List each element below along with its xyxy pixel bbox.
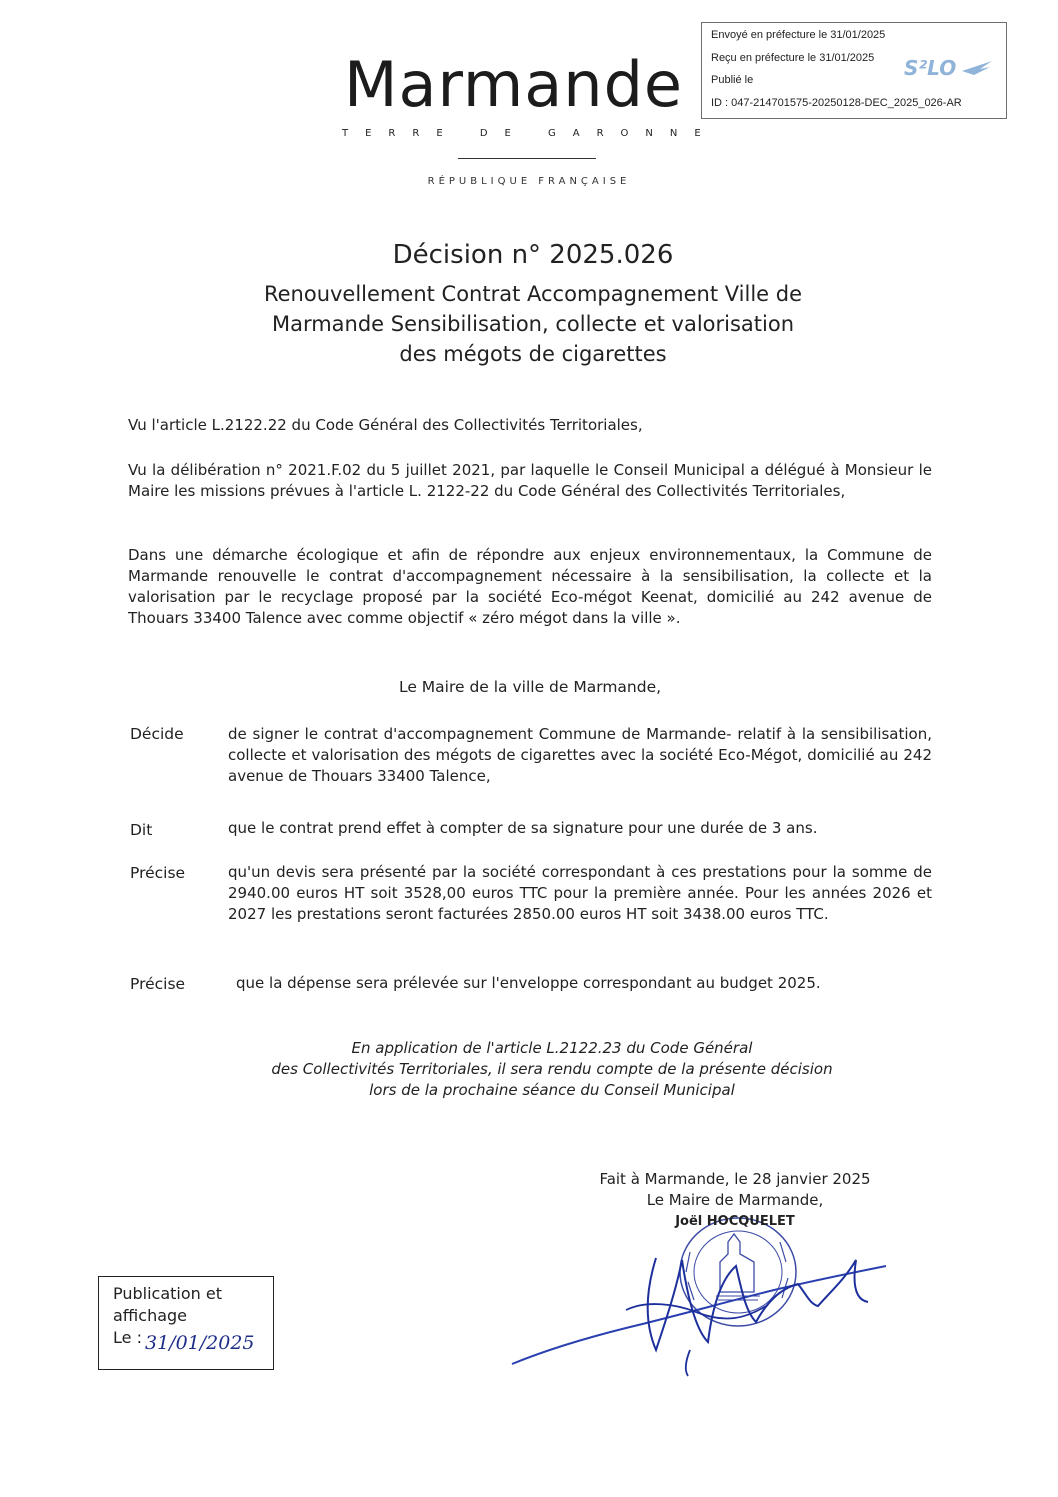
clause-label-precise-1: Précise — [130, 864, 186, 882]
republic-label: RÉPUBLIQUE FRANÇAISE — [427, 176, 631, 187]
svg-text:S²LO: S²LO — [904, 56, 957, 80]
clause-label-dit: Dit — [130, 821, 153, 839]
publication-label: Publication et — [113, 1284, 223, 1303]
decision-subtitle — [130, 279, 936, 369]
s2lo-logo-icon — [904, 53, 996, 83]
clause-label-decide: Décide — [130, 725, 184, 743]
subtitle-line: Renouvellement Contrat Accompagnement Ville de — [263, 282, 803, 306]
consideration-context: Dans une démarche écologique et afin de répondre aux enjeux environnementaux, la Commune de Marmande renouvelle le contrat d'accompagnement nécessaire à la sensibilisation, la collecte et la valorisation par le recyclage proposé par la société Eco-mégot Keenat, domicilié au 242 avenue de Thouars 33400 Talence avec comme objectif « zéro mégot dans la ville ». — [128, 546, 932, 627]
logo-tagline: TERRE DE GARONNE — [342, 128, 718, 139]
marmande-logo — [342, 40, 707, 120]
publication-date-label: Le : — [113, 1328, 142, 1347]
publication-handwritten-date — [143, 1327, 263, 1357]
note-line: En application de l'article L.2122.23 du Code Général — [351, 1039, 753, 1057]
signature-block — [540, 1169, 930, 1232]
stamp-sent: Envoyé en préfecture le 31/01/2025 — [711, 29, 886, 41]
header-divider — [458, 158, 596, 159]
signature-place-date: Fait à Marmande, le 28 janvier 2025 — [599, 1170, 871, 1188]
signature-name: Joël HOCQUELET — [675, 1214, 795, 1229]
subtitle-line: des mégots de cigarettes — [399, 342, 667, 366]
clause-text-dit: que le contrat prend effet à compter de sa signature pour une durée de 3 ans. — [228, 819, 818, 837]
handwritten-signature-icon — [506, 1230, 894, 1378]
stamp-id: ID : 047-214701575-20250128-DEC_2025_026-AR — [711, 97, 962, 109]
note-line: lors de la prochaine séance du Conseil Municipal — [369, 1081, 735, 1099]
clause-label-precise-2: Précise — [130, 975, 186, 993]
svg-text:31/01/2025: 31/01/2025 — [145, 1332, 255, 1354]
consideration-deliberation: Vu la délibération n° 2021.F.02 du 5 juillet 2021, par laquelle le Conseil Municipal a délégué à Monsieur le Maire les missions prévues à l'article L. 2122-22 du Code Général des Collectivités Territoriales, — [128, 461, 932, 500]
publication-box — [98, 1276, 274, 1370]
publication-label: affichage — [113, 1306, 188, 1325]
consideration-article: Vu l'article L.2122.22 du Code Général des Collectivités Territoriales, — [128, 416, 643, 434]
mayor-line: Le Maire de la ville de Marmande, — [398, 678, 662, 696]
clause-text-precise-1: qu'un devis sera présenté par la société correspondant à ces prestations pour la somme de 2940.00 euros HT soit 3528,00 euros TTC pour la première année. Pour les années 2026 et 2027 les prestations seront facturées 2850.00 euros HT soit 3438.00 euros TTC. — [228, 863, 932, 923]
application-note — [170, 1038, 934, 1101]
stamp-received: Reçu en préfecture le 31/01/2025 — [711, 52, 875, 64]
subtitle-line: Marmande Sensibilisation, collecte et valorisation — [271, 312, 795, 336]
stamp-published: Publié le — [711, 74, 754, 86]
svg-text:Marmande: Marmande — [344, 48, 684, 120]
decision-title: Décision n° 2025.026 — [392, 240, 674, 270]
prefecture-stamp — [701, 22, 1007, 119]
clause-text-decide: de signer le contrat d'accompagnement Commune de Marmande- relatif à la sensibilisation, collecte et valorisation des mégots de cigarettes avec la société Eco-Mégot, domicilié au 242 avenue de Thouars 33400 Talence, — [228, 725, 932, 785]
note-line: des Collectivités Territoriales, il sera rendu compte de la présente décision — [271, 1060, 833, 1078]
signature-role: Le Maire de Marmande, — [646, 1191, 824, 1209]
clause-text-precise-2: que la dépense sera prélevée sur l'enveloppe correspondant au budget 2025. — [236, 974, 821, 992]
